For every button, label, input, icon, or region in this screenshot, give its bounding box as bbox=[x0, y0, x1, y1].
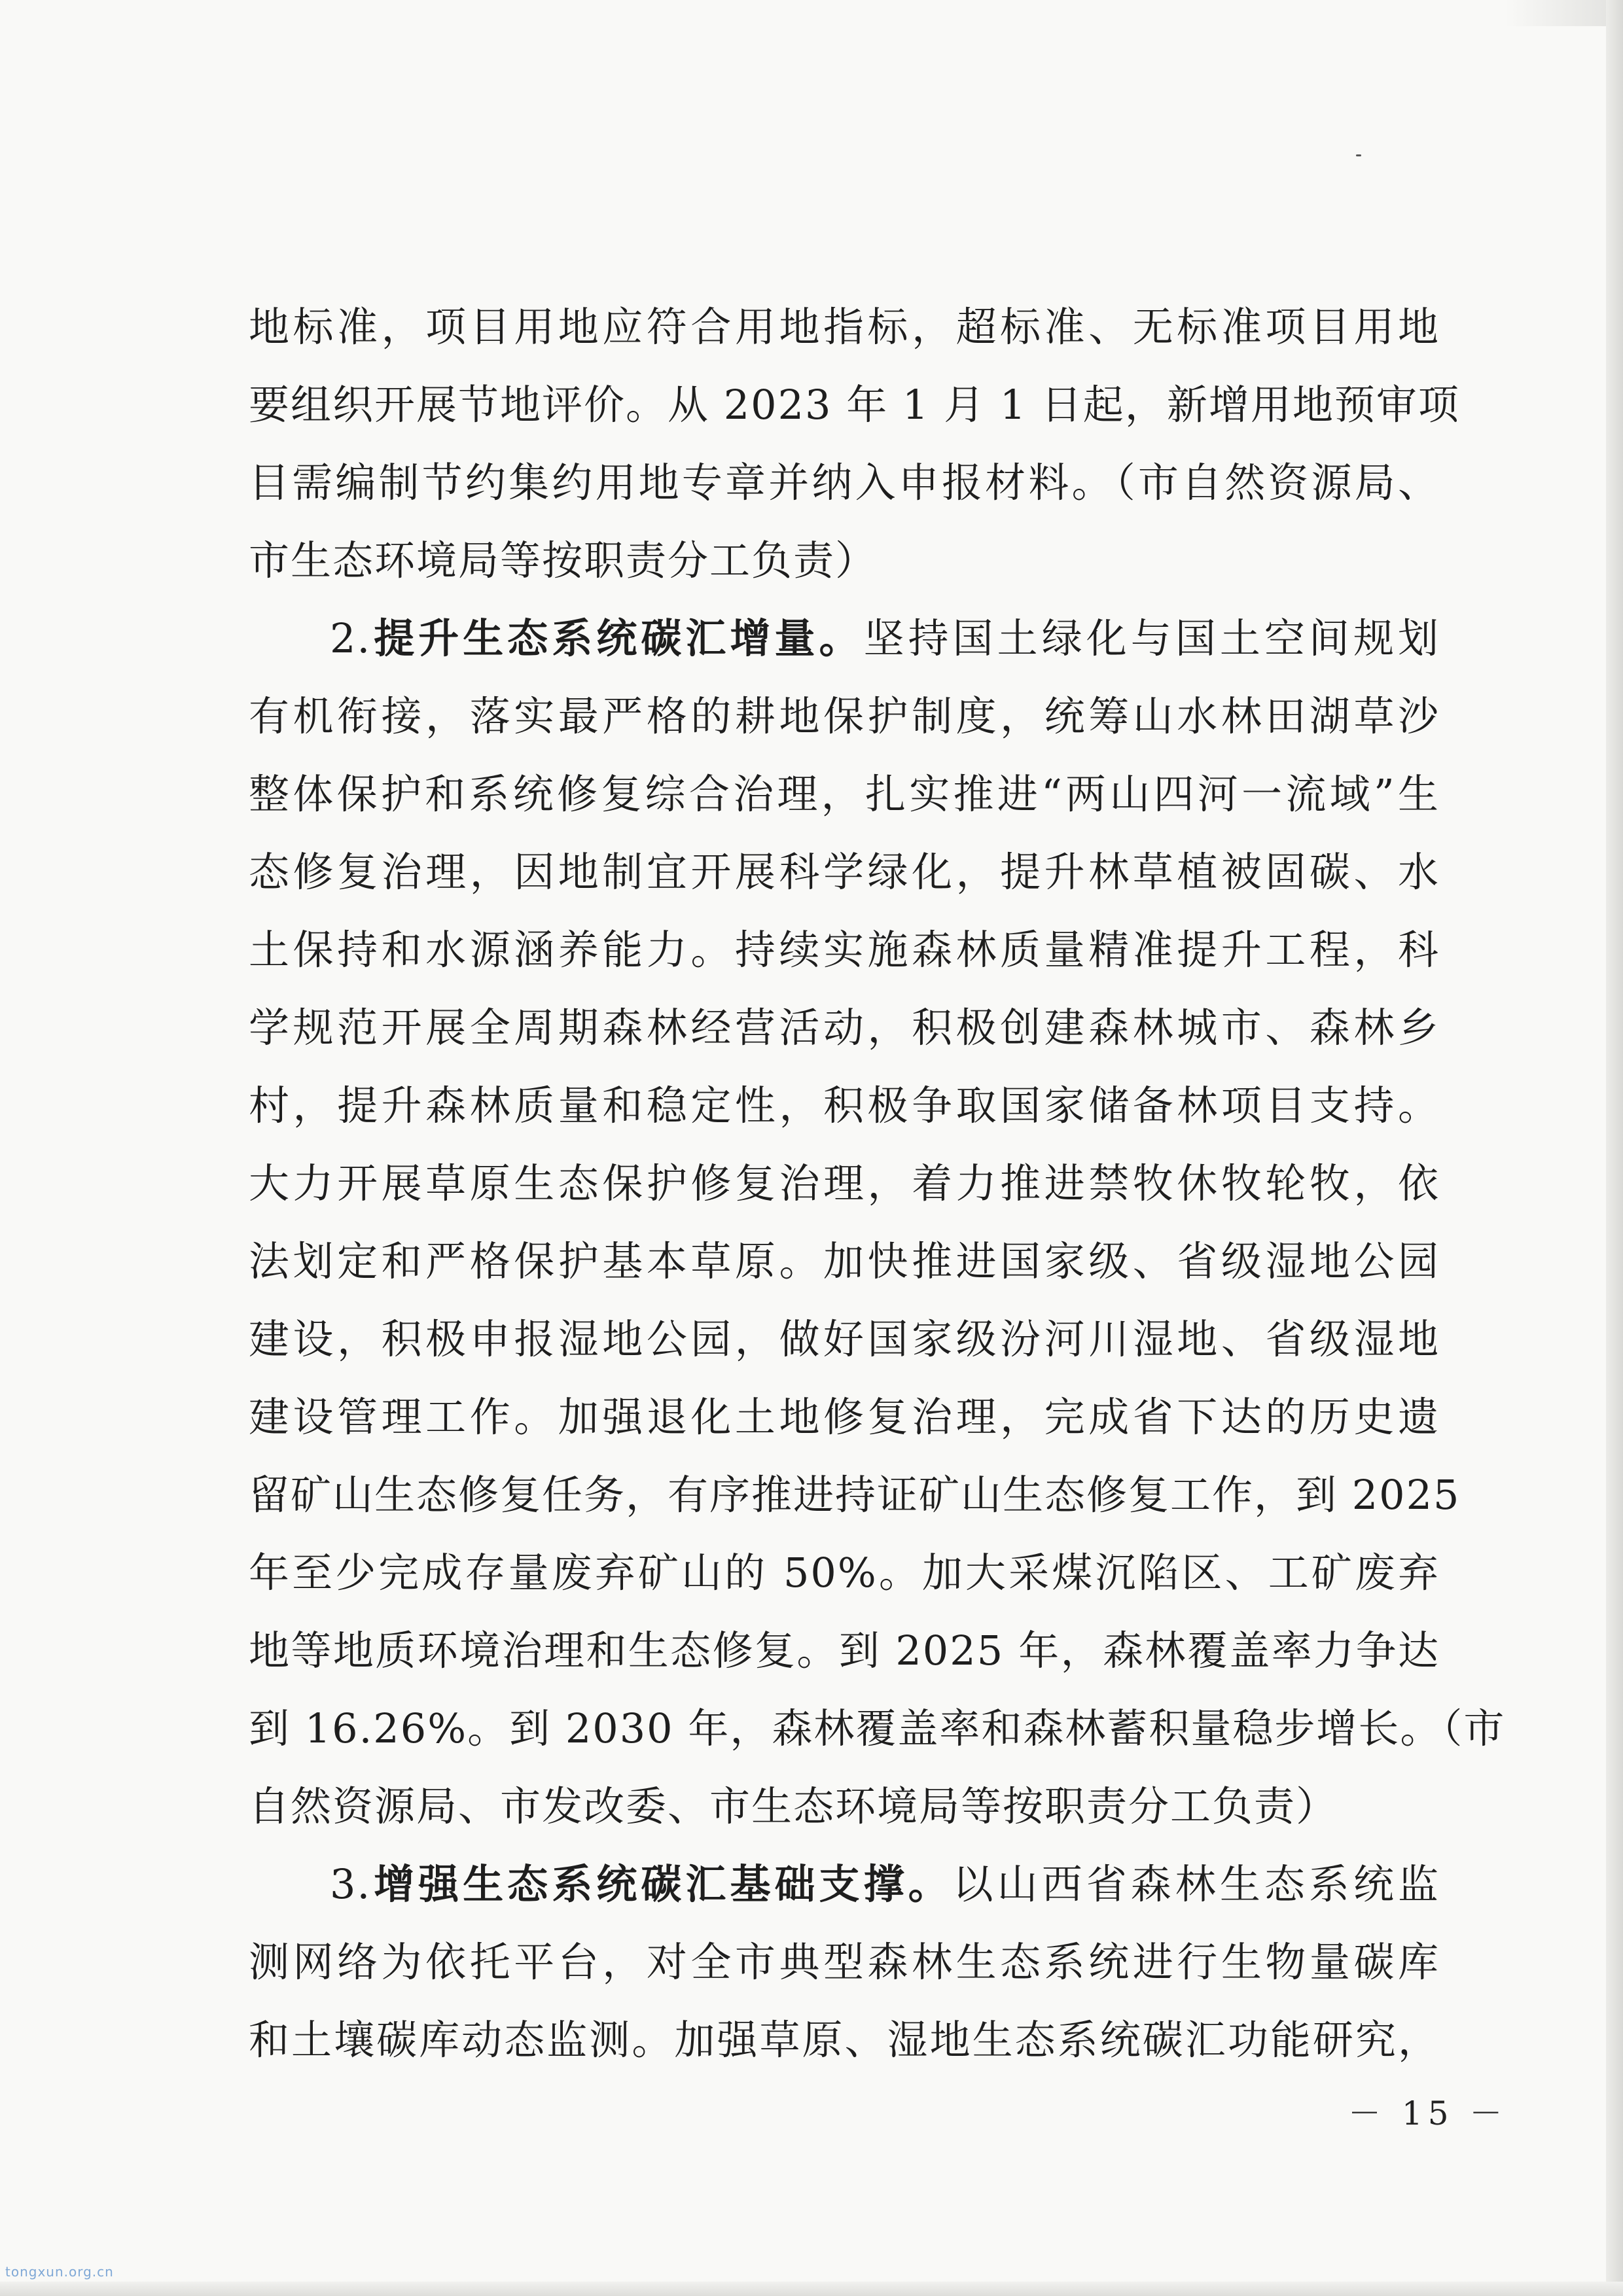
text-line: 态修复治理，因地制宜开展科学绿化，提升林草植被固碳、水 bbox=[249, 848, 1440, 896]
text-line: 土保持和水源涵养能力。持续实施森林质量精准提升工程，科 bbox=[249, 926, 1440, 974]
text-line: 法划定和严格保护基本草原。加快推进国家级、省级湿地公园 bbox=[249, 1237, 1440, 1285]
page-number: － 15 － bbox=[1348, 2094, 1508, 2132]
text-line: 地等地质环境治理和生态修复。到 2025 年，森林覆盖率力争达 bbox=[249, 1627, 1440, 1674]
section-number: 2. bbox=[330, 614, 372, 662]
text-line: 和土壤碳库动态监测。加强草原、湿地生态系统碳汇功能研究， bbox=[249, 2016, 1440, 2064]
page-edge-right bbox=[1606, 0, 1623, 2296]
page-edge-bottom bbox=[0, 2282, 1623, 2296]
section-text: 以山西省森林生态系统监 bbox=[952, 1860, 1440, 1908]
text-line: 到 16.26%。到 2030 年，森林覆盖率和森林蓄积量稳步增长。（市 bbox=[249, 1704, 1506, 1752]
section-heading-line bbox=[249, 1845, 1440, 1923]
scan-speck bbox=[1356, 154, 1361, 156]
section-text: 坚持国土绿化与国土空间规划 bbox=[863, 614, 1440, 662]
text-line: 要组织开展节地评价。从 2023 年 1 月 1 日起，新增用地预审项 bbox=[249, 381, 1460, 429]
section-heading: 提升生态系统碳汇增量。 bbox=[371, 614, 864, 662]
watermark-text: tongxun.org.cn bbox=[5, 2264, 114, 2280]
text-line: 建设，积极申报湿地公园，做好国家级汾河川湿地、省级湿地 bbox=[249, 1315, 1440, 1363]
text-line: 市生态环境局等按职责分工负责） bbox=[249, 537, 878, 584]
text-line: 建设管理工作。加强退化土地修复治理，完成省下达的历史遗 bbox=[249, 1393, 1440, 1441]
text-line: 有机衔接，落实最严格的耕地保护制度，统筹山水林田湖草沙 bbox=[249, 692, 1440, 740]
text-line: 整体保护和系统修复综合治理，扎实推进“两山四河一流域”生 bbox=[249, 770, 1440, 818]
scan-shadow bbox=[1505, 0, 1623, 26]
body-text bbox=[249, 288, 1506, 2079]
text-line: 村，提升森林质量和稳定性，积极争取国家储备林项目支持。 bbox=[249, 1082, 1440, 1129]
text-line: 目需编制节约集约用地专章并纳入申报材料。（市自然资源局、 bbox=[249, 459, 1440, 506]
text-line: 大力开展草原生态保护修复治理，着力推进禁牧休牧轮牧，依 bbox=[249, 1159, 1440, 1207]
section-heading-line bbox=[249, 599, 1440, 677]
text-line: 学规范开展全周期森林经营活动，积极创建森林城市、森林乡 bbox=[249, 1004, 1440, 1051]
text-line: 年至少完成存量废弃矿山的 50%。加大采煤沉陷区、工矿废弃 bbox=[249, 1549, 1440, 1597]
text-line: 测网络为依托平台，对全市典型森林生态系统进行生物量碳库 bbox=[249, 1938, 1440, 1986]
section-heading: 增强生态系统碳汇基础支撑。 bbox=[371, 1860, 953, 1908]
text-line: 自然资源局、市发改委、市生态环境局等按职责分工负责） bbox=[249, 1782, 1338, 1830]
section-number: 3. bbox=[330, 1860, 372, 1908]
text-line: 留矿山生态修复任务，有序推进持证矿山生态修复工作，到 2025 bbox=[249, 1471, 1461, 1519]
text-line: 地标准，项目用地应符合用地指标，超标准、无标准项目用地 bbox=[249, 303, 1440, 351]
